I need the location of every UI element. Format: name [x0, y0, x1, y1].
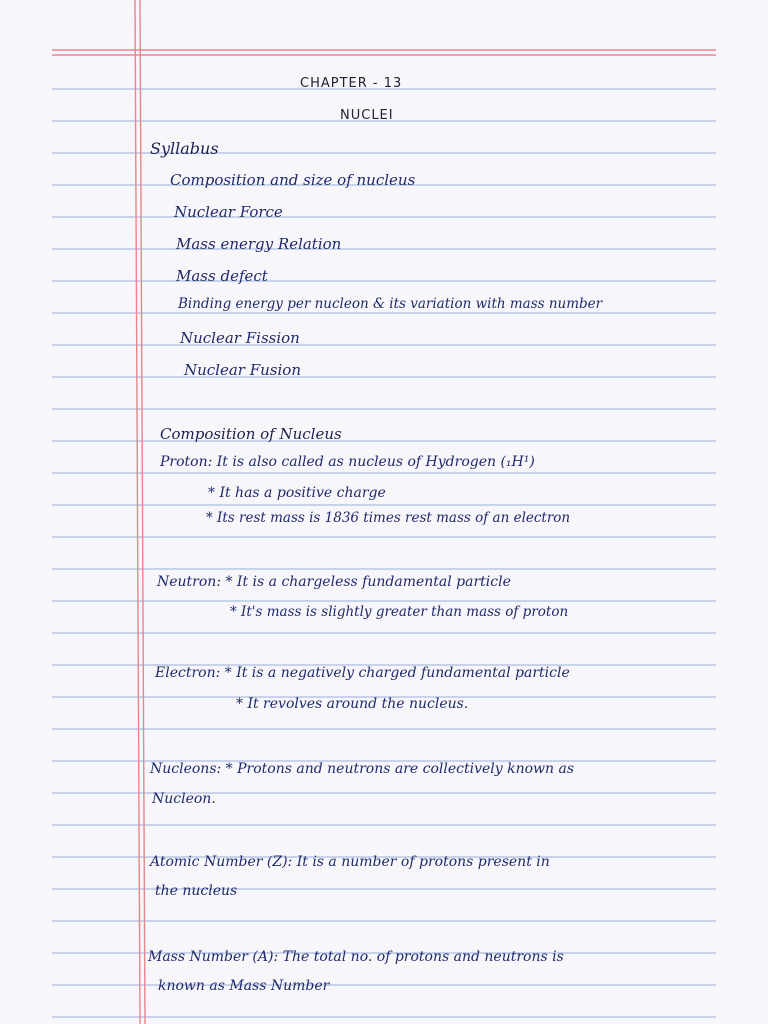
mass-number-definition: Mass Number (A): The total no. of protons and neutrons is [148, 949, 564, 965]
mass-number-continued: known as Mass Number [158, 978, 330, 994]
syllabus-item: Mass energy Relation [176, 235, 342, 253]
syllabus-item: Nuclear Fission [180, 329, 300, 347]
proton-definition: Proton: It is also called as nucleus of Hydrogen (₁H¹) [160, 454, 535, 470]
atomic-number-continued: the nucleus [155, 883, 238, 899]
proton-point: * It has a positive charge [208, 485, 386, 501]
atomic-number-definition: Atomic Number (Z): It is a number of protons present in [150, 854, 550, 870]
syllabus-heading: Syllabus [150, 139, 219, 158]
syllabus-item: Mass defect [176, 267, 268, 285]
syllabus-item: Nuclear Fusion [184, 361, 301, 379]
syllabus-item: Composition and size of nucleus [170, 171, 416, 189]
neutron-point: * It's mass is slightly greater than mass of proton [230, 604, 569, 620]
proton-point: * Its rest mass is 1836 times rest mass of an electron [206, 510, 571, 526]
electron-definition: Electron: * It is a negatively charged fundamental particle [155, 665, 570, 681]
chapter-heading: CHAPTER - 13 [300, 76, 403, 91]
composition-heading: Composition of Nucleus [160, 425, 342, 443]
nucleons-definition: Nucleons: * Protons and neutrons are collectively known as [150, 761, 575, 777]
nucleons-continued: Nucleon. [152, 791, 216, 807]
syllabus-item: Nuclear Force [174, 203, 283, 221]
electron-point: * It revolves around the nucleus. [236, 696, 469, 712]
page-title: NUCLEI [340, 108, 394, 123]
neutron-definition: Neutron: * It is a chargeless fundamental particle [157, 574, 511, 590]
syllabus-item: Binding energy per nucleon & its variation with mass number [178, 296, 603, 312]
